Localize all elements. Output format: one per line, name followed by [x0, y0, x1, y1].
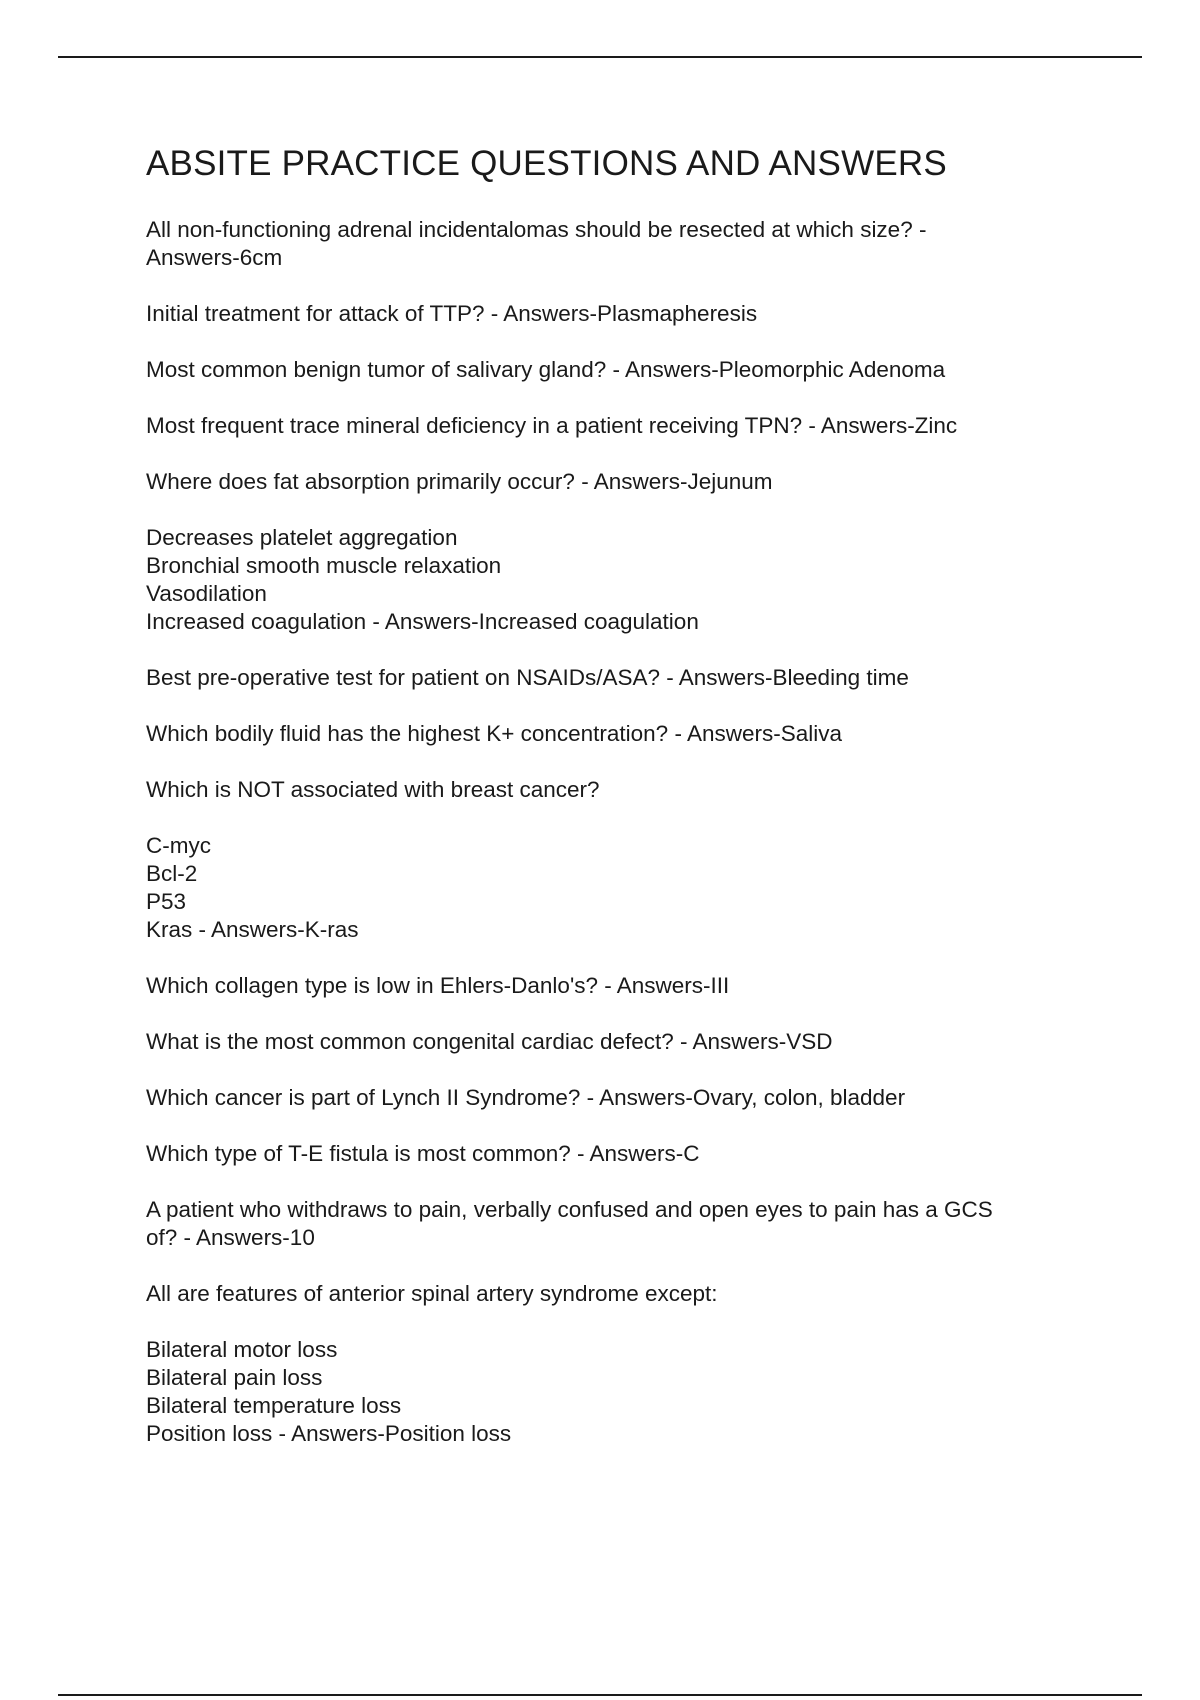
qa-block	[146, 832, 1076, 944]
qa-block	[146, 972, 1076, 1000]
qa-line: Position loss - Answers-Position loss	[146, 1421, 512, 1446]
document-title: ABSITE PRACTICE QUESTIONS AND ANSWERS	[146, 144, 947, 183]
qa-line: All non-functioning adrenal incidentalomas should be resected at which size? -	[146, 217, 927, 242]
qa-line: Which is NOT associated with breast cancer?	[146, 777, 600, 802]
qa-block	[146, 216, 1076, 272]
qa-block	[146, 524, 1076, 636]
qa-line: Answers-6cm	[146, 245, 283, 270]
qa-block	[146, 1084, 1076, 1112]
qa-block	[146, 1280, 1076, 1308]
qa-line: Bcl-2	[146, 861, 198, 886]
qa-line: Best pre-operative test for patient on NSAIDs/ASA? - Answers-Bleeding time	[146, 665, 909, 690]
qa-block	[146, 468, 1076, 496]
qa-line: Bilateral motor loss	[146, 1337, 338, 1362]
qa-line: What is the most common congenital cardiac defect? - Answers-VSD	[146, 1029, 833, 1054]
qa-line: Bilateral pain loss	[146, 1365, 323, 1390]
qa-line: Bronchial smooth muscle relaxation	[146, 553, 502, 578]
qa-line: Which collagen type is low in Ehlers-Danlo's? - Answers-III	[146, 973, 730, 998]
qa-line: Vasodilation	[146, 581, 267, 606]
qa-block	[146, 1028, 1076, 1056]
qa-line: A patient who withdraws to pain, verbally confused and open eyes to pain has a GCS	[146, 1197, 993, 1222]
qa-line: Bilateral temperature loss	[146, 1393, 402, 1418]
qa-block	[146, 1336, 1076, 1448]
top-rule	[58, 56, 1142, 58]
qa-line: Most common benign tumor of salivary gland? - Answers-Pleomorphic Adenoma	[146, 357, 946, 382]
bottom-rule	[58, 1694, 1142, 1696]
qa-line: P53	[146, 889, 187, 914]
qa-line: Where does fat absorption primarily occur? - Answers-Jejunum	[146, 469, 773, 494]
qa-line: Which type of T-E fistula is most common? - Answers-C	[146, 1141, 700, 1166]
qa-line: Which cancer is part of Lynch II Syndrome? - Answers-Ovary, colon, bladder	[146, 1085, 906, 1110]
qa-block	[146, 664, 1076, 692]
qa-line: Which bodily fluid has the highest K+ concentration? - Answers-Saliva	[146, 721, 842, 746]
qa-block	[146, 1196, 1076, 1252]
qa-line: of? - Answers-10	[146, 1225, 315, 1250]
qa-line: C-myc	[146, 833, 211, 858]
qa-block	[146, 776, 1076, 804]
document-body	[146, 140, 1076, 1476]
qa-line: Initial treatment for attack of TTP? - Answers-Plasmapheresis	[146, 301, 758, 326]
qa-block	[146, 1140, 1076, 1168]
qa-block	[146, 300, 1076, 328]
qa-line: Decreases platelet aggregation	[146, 525, 458, 550]
qa-line: All are features of anterior spinal artery syndrome except:	[146, 1281, 718, 1306]
qa-block	[146, 356, 1076, 384]
qa-line: Increased coagulation - Answers-Increased coagulation	[146, 609, 699, 634]
qa-line: Most frequent trace mineral deficiency in a patient receiving TPN? - Answers-Zinc	[146, 413, 958, 438]
qa-block	[146, 412, 1076, 440]
qa-block	[146, 720, 1076, 748]
qa-line: Kras - Answers-K-ras	[146, 917, 359, 942]
